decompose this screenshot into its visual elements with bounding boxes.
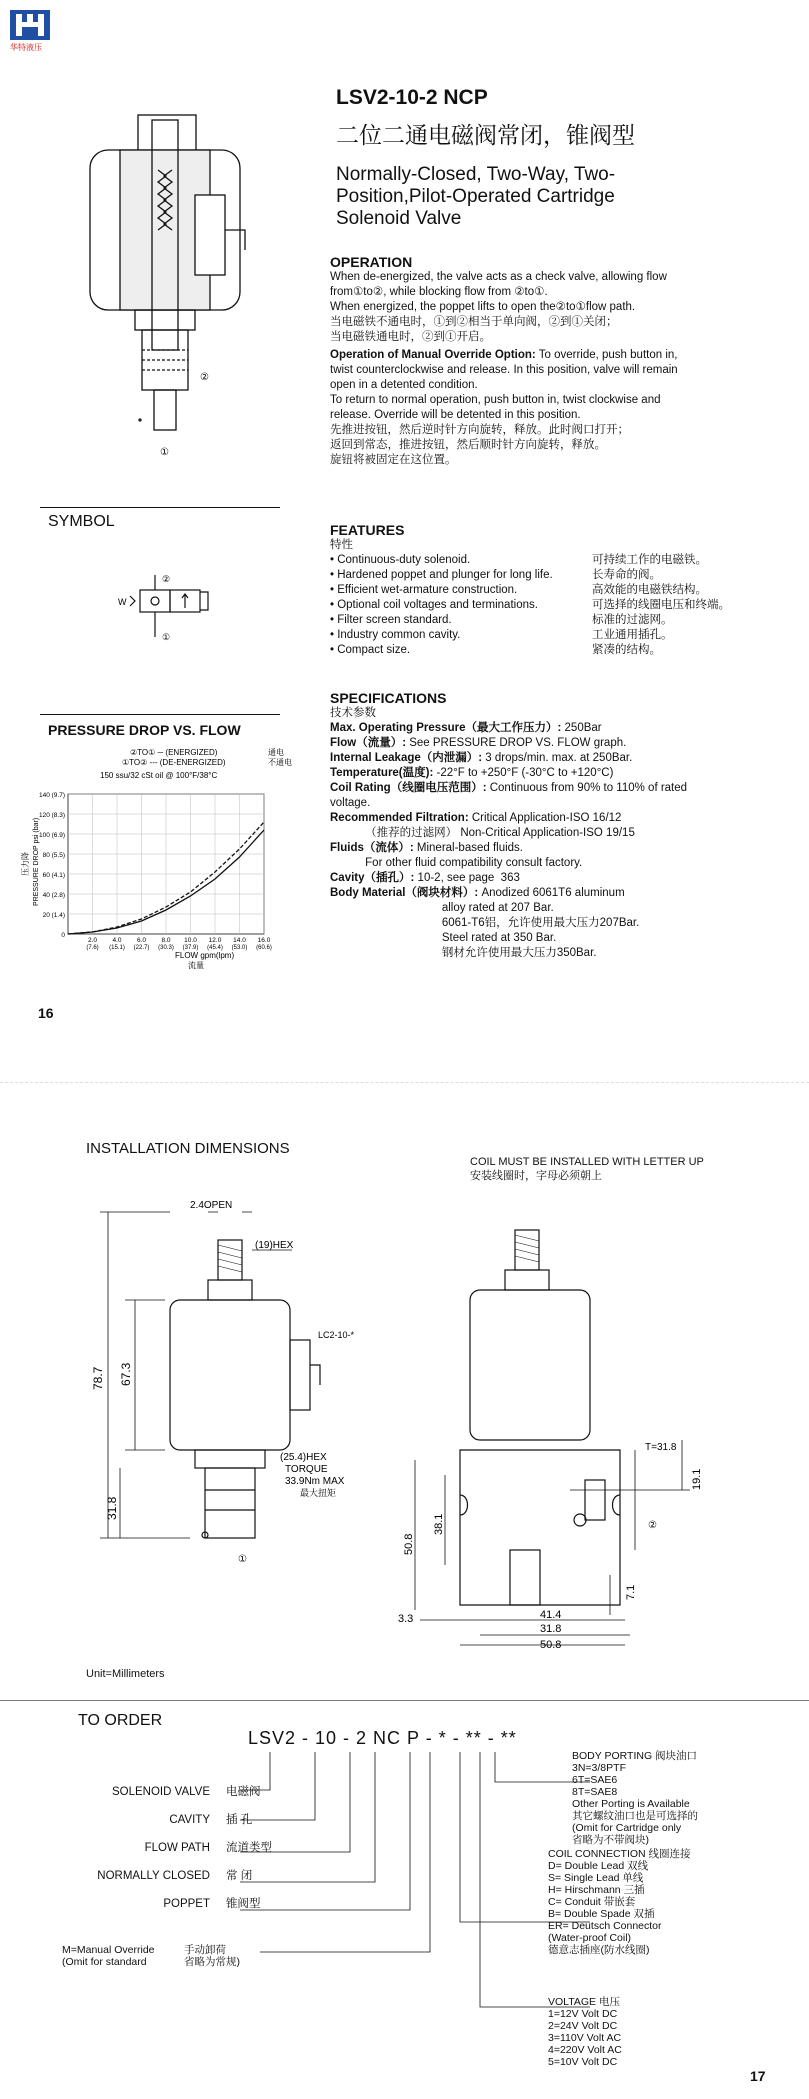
- dim-67-3: 67.3: [119, 1362, 133, 1386]
- spec-label: Fluids（流体）:: [330, 842, 414, 854]
- voltage-options: VOLTAGE 电压 1=12V Volt DC 2=24V Volt DC 3=110V Volt AC 4=220V Volt AC 5=10V Volt DC: [548, 1996, 622, 2068]
- specs-heading-cn: 技术参数: [330, 707, 376, 719]
- override-line: 返回到常态，推进按钮，然后顺时针方向旋转，释放。: [330, 439, 606, 451]
- feature-item: [330, 598, 800, 613]
- spec-item: [330, 751, 800, 766]
- operation-text: [330, 270, 800, 468]
- x-tick-label: 8.0: [161, 937, 171, 944]
- feature-en: • Filter screen standard.: [330, 614, 452, 626]
- y-tick-label: 20 (1.4): [42, 912, 65, 919]
- dim-hex19: (19)HEX: [255, 1240, 294, 1251]
- port1-mark: ①: [238, 1554, 247, 1565]
- specs-list: [330, 721, 800, 961]
- order-item: SOLENOID VALVE 电磁阀: [112, 1786, 261, 1798]
- spec-value: Anodized 6061T6 aluminum: [478, 887, 625, 899]
- override-line: open in a detented condition.: [330, 379, 478, 391]
- spec-value: Steel rated at 350 Bar.: [330, 932, 557, 944]
- chart-note: 150 ssu/32 cSt oil @ 100°F/38°C: [100, 771, 218, 780]
- spec-label: Body Material（阀块材料）:: [330, 887, 479, 899]
- feature-cn: 高效能的电磁铁结构。: [592, 584, 707, 596]
- legend-deenergized: ①TO② --- (DE-ENERGIZED): [122, 758, 226, 767]
- x-tick-label-lpm: (60.6): [256, 945, 272, 951]
- chart-title: PRESSURE DROP VS. FLOW: [48, 722, 241, 738]
- feature-cn: 可持续工作的电磁铁。: [592, 554, 707, 566]
- spec-item: [330, 871, 800, 886]
- feature-en: • Efficient wet-armature construction.: [330, 584, 518, 596]
- installation-heading: INSTALLATION DIMENSIONS: [86, 1140, 290, 1157]
- spec-item: [330, 826, 800, 841]
- spec-item: [330, 721, 800, 736]
- dim-hex25: (25.4)HEX: [280, 1452, 327, 1463]
- spec-label: Coil Rating（线圈电压范围）:: [330, 782, 487, 794]
- coil-note-en: COIL MUST BE INSTALLED WITH LETTER UP: [470, 1156, 704, 1168]
- unit-note: Unit=Millimeters: [86, 1668, 165, 1680]
- spec-item: [330, 811, 800, 826]
- dim-31-8-h: 31.8: [540, 1623, 562, 1635]
- feature-en: • Compact size.: [330, 644, 411, 656]
- y-tick-label: 40 (2.8): [42, 892, 65, 899]
- y-tick-label: 120 (8.3): [38, 812, 65, 819]
- valve-section-drawing: [60, 110, 290, 470]
- features-heading: FEATURES: [330, 522, 405, 538]
- spec-value: 3 drops/min. max. at 250Bar.: [482, 752, 633, 764]
- spec-label: Temperature(温度):: [330, 767, 434, 779]
- spec-item: [330, 841, 800, 856]
- feature-en: • Industry common cavity.: [330, 629, 461, 641]
- symbol-port2: ②: [162, 574, 171, 584]
- y-tick-label: 80 (5.5): [42, 852, 65, 859]
- zero-tick-label: 0: [61, 932, 65, 939]
- spec-label: Recommended Filtration:: [330, 812, 469, 824]
- subtitle-line: Position,Pilot-Operated Cartridge: [336, 186, 615, 207]
- logo-caption: 华特液压: [10, 43, 42, 52]
- spec-item: [330, 916, 800, 931]
- dim-41-4: 41.4: [540, 1609, 562, 1621]
- x-tick-label-lpm: (53.0): [231, 945, 248, 951]
- spec-value: Critical Application-ISO 16/12: [468, 812, 622, 824]
- x-tick-label: 12.0: [208, 937, 222, 944]
- product-subtitle-en: [336, 164, 796, 230]
- override-line: [330, 348, 800, 363]
- x-tick-label: 16.0: [257, 937, 271, 944]
- symbol-w-label: W: [118, 597, 127, 607]
- feature-item: [330, 568, 800, 583]
- operation-line: When energized, the poppet lifts to open the②to①flow path.: [330, 301, 636, 313]
- spec-item: [330, 766, 800, 781]
- symbol-heading: SYMBOL: [48, 513, 115, 530]
- x-tick-label-lpm: (30.3): [158, 945, 174, 951]
- order-code: LSV2 - 10 - 2 NC P - * - ** - **: [248, 1728, 517, 1748]
- spec-item: [330, 901, 800, 916]
- order-left-labels: [80, 1778, 272, 1918]
- feature-item: [330, 583, 800, 598]
- side-port2: ②: [648, 1520, 657, 1531]
- logo-h-icon: [10, 10, 50, 40]
- legend-energized: ②TO① ─ (ENERGIZED): [130, 748, 218, 757]
- torque-cn: 最大扭矩: [300, 1488, 337, 1498]
- symbol-port1: ①: [162, 632, 171, 642]
- subtitle-line: Normally-Closed, Two-Way, Two-: [336, 164, 616, 185]
- override-line: release. Override will be detented in this position.: [330, 409, 581, 421]
- x-tick-label-lpm: (22.7): [133, 945, 150, 951]
- spec-value: alloy rated at 207 Bar.: [330, 902, 554, 914]
- spec-item: [330, 886, 800, 901]
- spec-label: Cavity（插孔）:: [330, 872, 415, 884]
- x-axis-label: FLOW gpm(lpm): [175, 951, 235, 960]
- operation-section: [330, 254, 800, 468]
- spec-value: 6061-T6铝，允许使用最大压力207Bar.: [330, 917, 640, 929]
- torque-value: 33.9Nm MAX: [285, 1476, 345, 1487]
- dim-19-1: 19.1: [691, 1468, 703, 1490]
- dim-38-1: 38.1: [433, 1513, 445, 1535]
- coil-note: [470, 1155, 704, 1183]
- feature-item: [330, 643, 800, 658]
- front-view-drawing: [80, 1190, 410, 1570]
- spec-item: [330, 931, 800, 946]
- features-section: [330, 522, 800, 658]
- override-text: To override, push button in,: [535, 349, 678, 361]
- feature-item: [330, 613, 800, 628]
- page-number-left: 16: [38, 1005, 54, 1021]
- side-view-drawing: [398, 1190, 750, 1651]
- dim-coil: LC2-10-*: [318, 1330, 355, 1340]
- y-tick-label: 100 (6.9): [38, 832, 65, 839]
- manual-override-note: M=Manual Override 手动卸荷 (Omit for standard 省略为常规): [62, 1944, 240, 1968]
- operation-line: 当电磁铁不通电时，①到②相当于单向阀，②到①关闭；: [330, 316, 618, 328]
- spec-label: Internal Leakage（内泄漏）:: [330, 752, 483, 764]
- features-list: [330, 553, 800, 658]
- spec-item: [330, 781, 800, 796]
- spec-value: （推荐的过滤网） Non-Critical Application-ISO 19/15: [330, 827, 635, 839]
- feature-cn: 紧凑的结构。: [592, 644, 661, 656]
- feature-cn: 长寿命的阀。: [592, 569, 661, 581]
- coil-note-cn: 安装线圈时，字母必须朝上: [470, 1170, 602, 1182]
- spec-value: 10-2, see page 363: [414, 872, 520, 884]
- x-tick-label-lpm: (37.9): [182, 945, 199, 951]
- x-tick-label: 2.0: [87, 937, 98, 944]
- y-axis-label-cn: 压力降: [21, 852, 30, 876]
- spec-item: [330, 796, 800, 811]
- features-heading-cn: 特性: [330, 539, 353, 551]
- divider: [0, 1700, 809, 1701]
- coil-connection-options: COIL CONNECTION 线圈连接 D= Double Lead 双线 S= Single Lead 单线 H= Hirschmann 三插 C= Conduit 带嵌套 B= Double Spade 双插 ER= Deutsch Connector (Water-proof Coil) 德意志插座(防水线圈): [548, 1848, 691, 1956]
- specs-heading: SPECIFICATIONS: [330, 690, 447, 706]
- operation-line: 当电磁铁通电时，②到①开启。: [330, 331, 491, 343]
- override-label: Operation of Manual Override Option:: [330, 349, 536, 361]
- feature-item: [330, 553, 800, 568]
- x-tick-label: 10.0: [184, 937, 197, 944]
- feature-item: [330, 628, 800, 643]
- override-line: twist counterclockwise and release. In this position, valve will remain: [330, 364, 678, 376]
- page-separator: [0, 1082, 809, 1083]
- port1-label: ①: [160, 447, 169, 458]
- spec-value: -22°F to +250°F (-30°C to +120°C): [433, 767, 614, 779]
- logo-mark: [10, 10, 50, 40]
- spec-value: Continuous from 90% to 110% of rated: [486, 782, 688, 794]
- legend-energized-cn: 通电: [268, 748, 284, 757]
- y-axis-label: PRESSURE DROP psi (bar): [33, 817, 40, 906]
- feature-en: • Hardened poppet and plunger for long life.: [330, 569, 553, 581]
- spec-item: [330, 736, 800, 751]
- spec-value: voltage.: [330, 797, 371, 809]
- override-line: 旋钮将被固定在这位置。: [330, 454, 457, 466]
- spec-label: Flow（流量）:: [330, 737, 407, 749]
- order-item: CAVITY 插 孔: [169, 1814, 253, 1826]
- dim-31-8: 31.8: [105, 1496, 119, 1520]
- dim-50-8-h: 50.8: [540, 1639, 562, 1651]
- feature-cn: 标准的过滤网。: [592, 614, 673, 626]
- feature-cn: 工业通用插孔。: [592, 629, 673, 641]
- dim-78-7: 78.7: [91, 1366, 105, 1390]
- subtitle-line: Solenoid Valve: [336, 208, 462, 229]
- dim-50-8-v: 50.8: [403, 1533, 415, 1555]
- torque-label: TORQUE: [285, 1464, 328, 1475]
- spec-label: Max. Operating Pressure（最大工作压力）:: [330, 722, 562, 734]
- x-axis-label-cn: 流量: [188, 961, 204, 970]
- override-line: 先推进按钮，然后逆时针方向旋转，释放。此时阀口打开；: [330, 424, 629, 436]
- product-title: LSV2-10-2 NCP: [336, 86, 488, 109]
- x-tick-label: 6.0: [136, 937, 147, 944]
- porting-options: BODY PORTING 阀块油口 3N=3/8PTF 6T=SAE6 8T=SAE8 Other Porting is Available 其它螺纹油口也是可选择的 (Omit for Cartridge only 省略为不带阀块): [572, 1750, 698, 1846]
- feature-en: • Continuous-duty solenoid.: [330, 554, 471, 566]
- operation-heading: OPERATION: [330, 254, 413, 270]
- order-leader-lines: [250, 1752, 580, 2062]
- pressure-drop-chart: [20, 746, 310, 976]
- feature-en: • Optional coil voltages and terminations.: [330, 599, 538, 611]
- spec-item: [330, 856, 800, 871]
- order-item: NORMALLY CLOSED 常 闭: [97, 1870, 253, 1882]
- order-item: FLOW PATH 流道类型: [144, 1842, 272, 1854]
- spec-value: For other fluid compatibility consult factory.: [330, 857, 583, 869]
- order-heading: TO ORDER: [78, 1712, 163, 1729]
- dim-7-1: 7.1: [625, 1584, 637, 1600]
- y-tick-label: 140 (9.7): [38, 792, 65, 799]
- hydraulic-symbol: [110, 570, 230, 645]
- spec-value: 钢材允许使用最大压力350Bar.: [330, 947, 597, 959]
- spec-value: 250Bar: [561, 722, 602, 734]
- operation-line: When de-energized, the valve acts as a check valve, allowing flow: [330, 271, 667, 283]
- dim-open: 2.4OPEN: [190, 1200, 233, 1211]
- spec-value: Mineral-based fluids.: [413, 842, 524, 854]
- specifications-section: [330, 690, 800, 961]
- x-tick-label-lpm: (15.1): [109, 945, 125, 951]
- spec-value: See PRESSURE DROP VS. FLOW graph.: [406, 737, 627, 749]
- divider: [40, 714, 280, 715]
- legend-deenergized-cn: 不通电: [268, 758, 292, 767]
- product-subtitle-cn: 二位二通电磁阀常闭，锥阀型: [336, 122, 635, 148]
- feature-cn: 可选择的线圈电压和终端。: [592, 599, 730, 611]
- order-item: POPPET 锥阀型: [163, 1898, 261, 1910]
- page-number-right: 17: [750, 2068, 766, 2084]
- y-tick-label: 60 (4.1): [42, 872, 65, 879]
- x-tick-label-lpm: (45.4): [207, 945, 223, 951]
- x-tick-label: 14.0: [233, 937, 246, 944]
- x-tick-label-lpm: (7.6): [86, 945, 99, 951]
- spec-item: [330, 946, 800, 961]
- dim-t: T=31.8: [645, 1442, 677, 1453]
- dim-3-3: 3.3: [398, 1613, 414, 1625]
- override-line: To return to normal operation, push button in, twist clockwise and: [330, 394, 661, 406]
- operation-line: from①to②, while blocking flow from ②to①.: [330, 286, 548, 298]
- divider: [40, 507, 280, 508]
- x-tick-label: 4.0: [112, 937, 122, 944]
- company-logo: [10, 10, 50, 50]
- port2-label: ②: [200, 372, 209, 383]
